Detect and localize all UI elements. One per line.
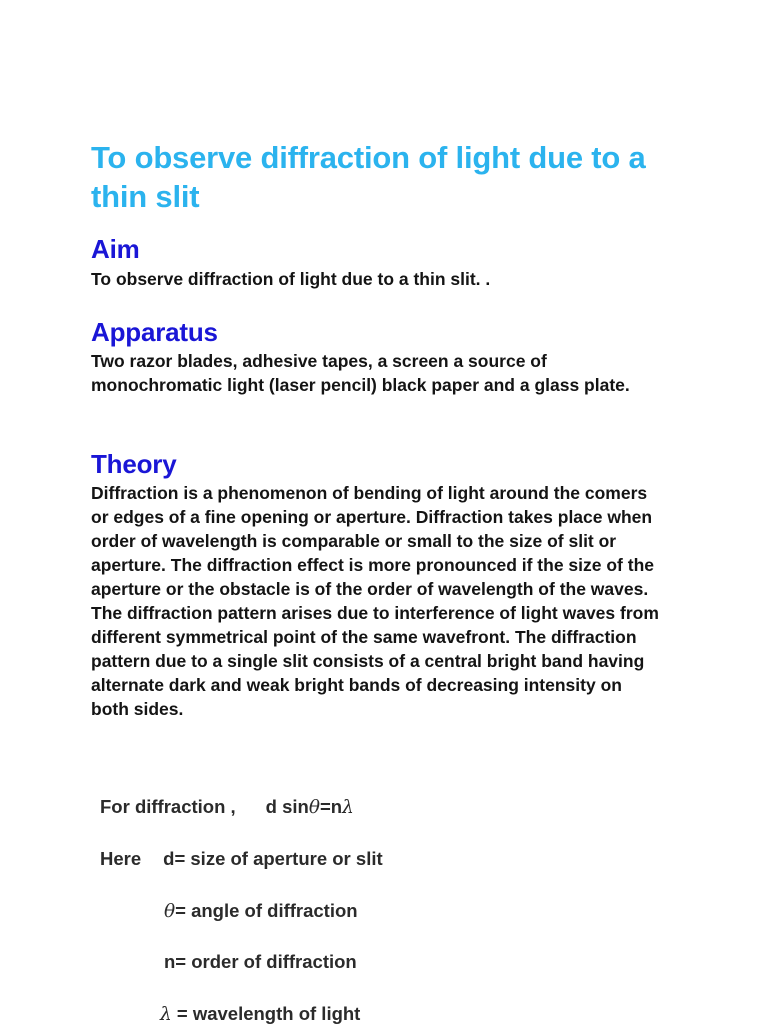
page-title: To observe diffraction of light due to a thin slit <box>91 140 646 214</box>
formula-mid: =n <box>319 796 343 817</box>
lambda-def-symbol: λ <box>160 1004 172 1024</box>
aim-text: To observe diffraction of light due to a thin slit. . <box>91 269 491 289</box>
here-label: Here <box>100 848 142 869</box>
definition-d <box>100 848 383 870</box>
aim-heading: Aim <box>91 234 140 264</box>
formula-prefix: d sin <box>265 796 309 817</box>
formula-label: For diffraction , <box>100 796 236 817</box>
n-definition: n= order of diffraction <box>164 951 357 972</box>
apparatus-heading: Apparatus <box>91 317 218 347</box>
lambda-definition: = wavelength of light <box>171 1003 361 1024</box>
definition-lambda <box>160 1003 360 1024</box>
definition-theta <box>164 900 358 922</box>
theta-def-symbol: θ <box>164 901 176 922</box>
theory-text: Diffraction is a phenomenon of bending of light around the comers or edges of a fine opening or aperture. Diffraction takes place when order of wavelength is comparable or small to the size of slit or aperture. The diffraction effect is more pronounced if the size of the aperture or the obstacle is of the order of wavelength of the waves. The diffraction pattern arises due to interference of light waves from different symmetrical point of the same wavefront. The diffraction pattern due to a single slit consists of a central bright band having alternate dark and weak bright bands of decreasing intensity on both sides. <box>91 483 659 719</box>
lambda-symbol: λ <box>342 797 354 818</box>
apparatus-text: Two razor blades, adhesive tapes, a screen a source of monochromatic light (laser pencil) black paper and a glass plate. <box>91 351 630 395</box>
formula-line <box>100 796 354 818</box>
theta-definition: = angle of diffraction <box>175 900 358 921</box>
theory-heading: Theory <box>91 449 177 479</box>
theta-symbol: θ <box>308 797 320 818</box>
d-definition: d= size of aperture or slit <box>163 848 383 869</box>
definition-n <box>164 951 357 973</box>
